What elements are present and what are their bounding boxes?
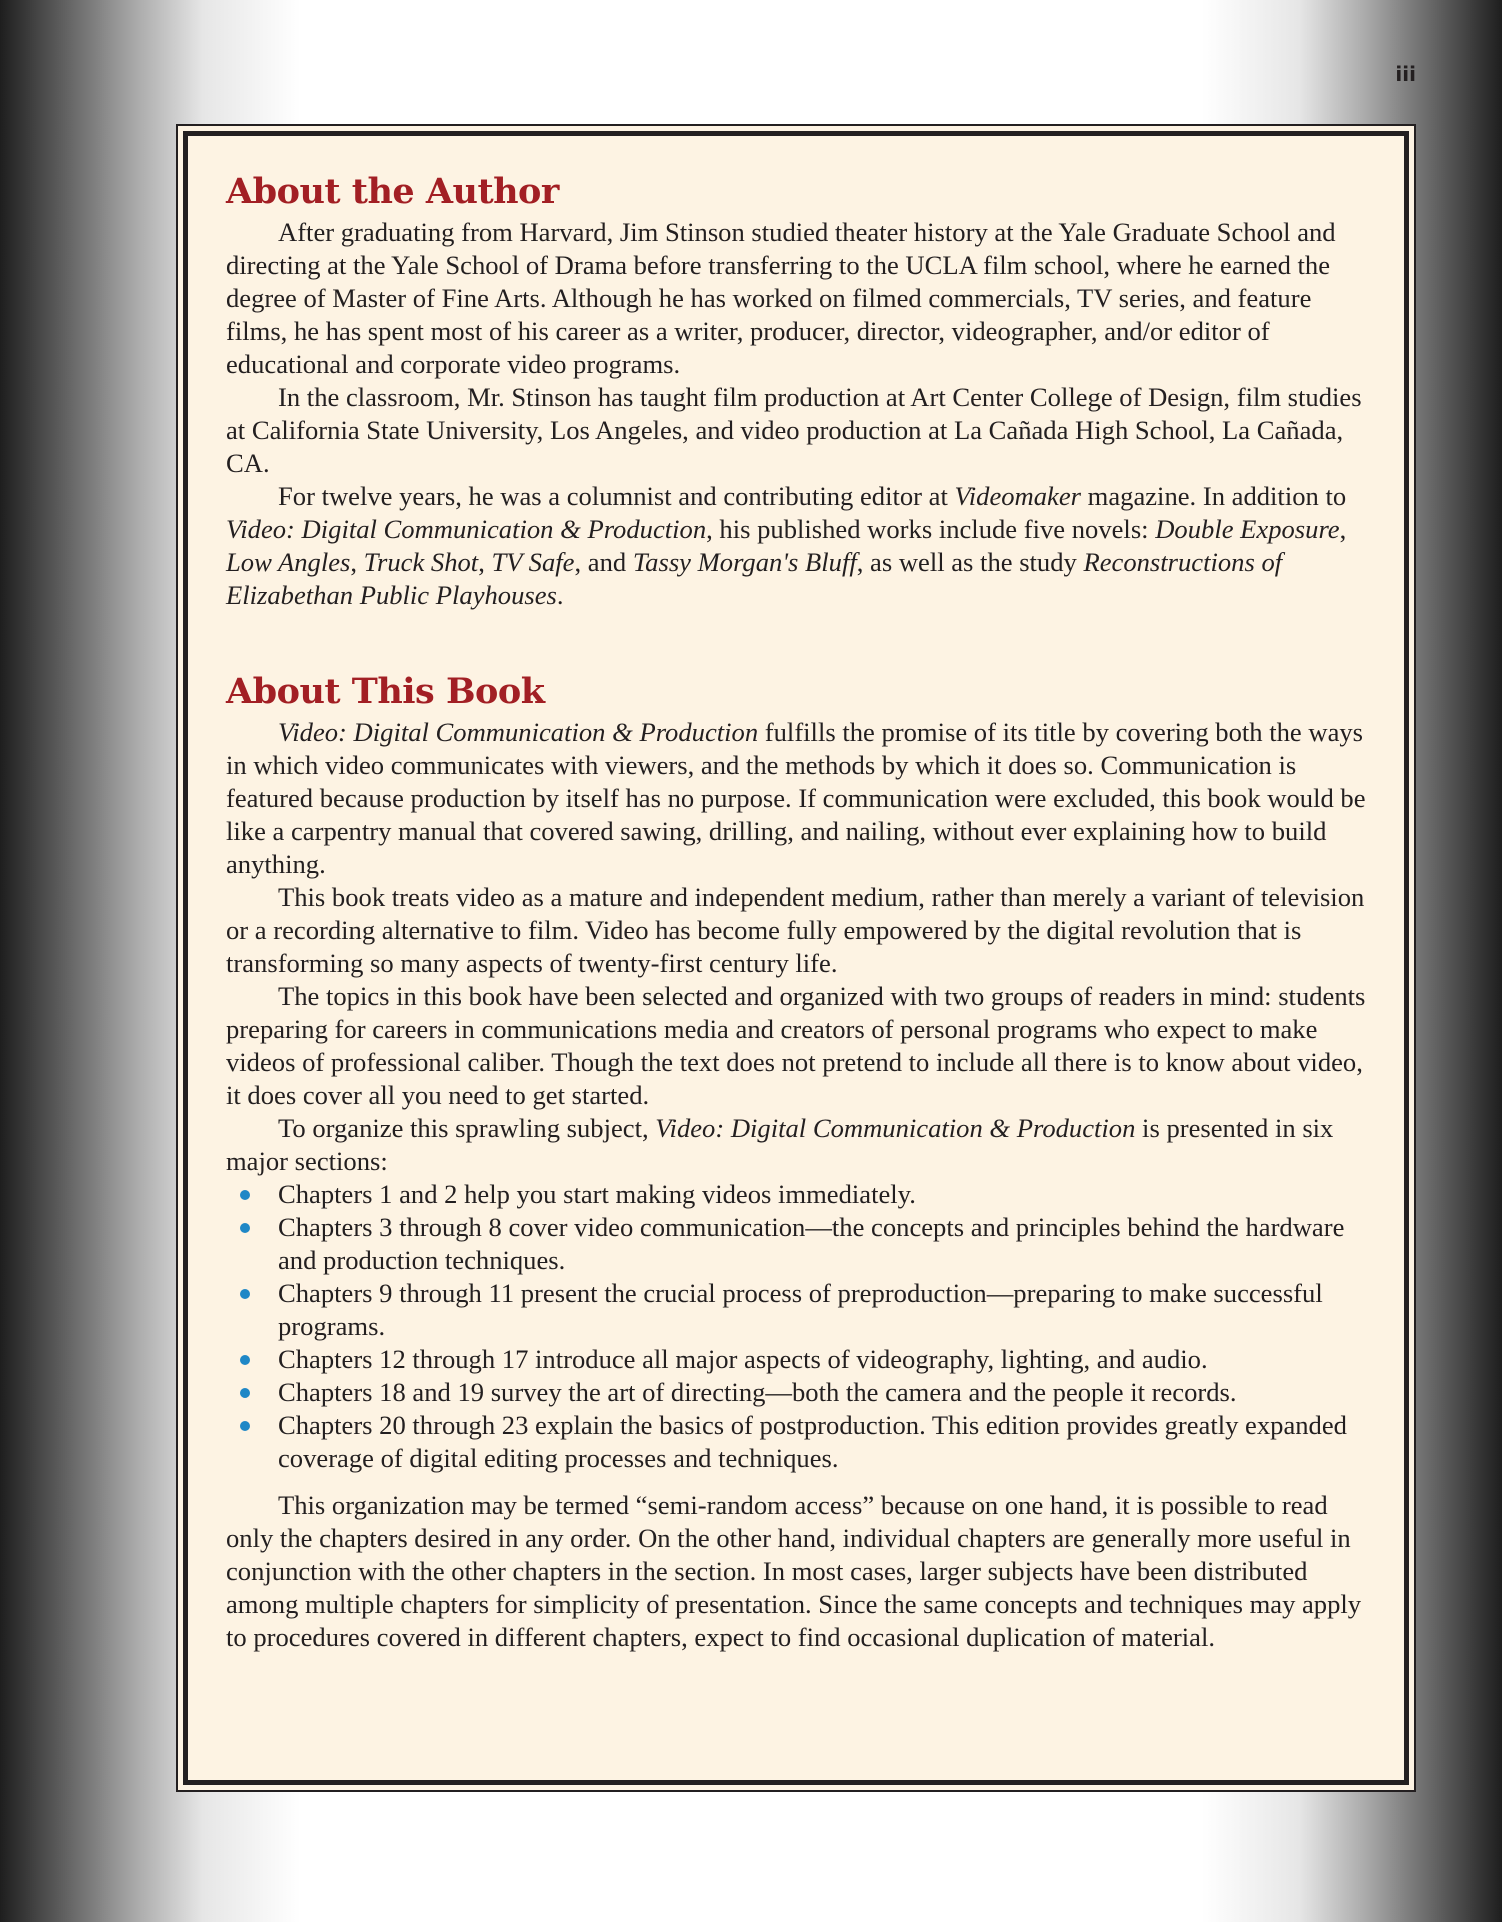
text-span: fulfills the promise of its title by covering both the ways in which video communicates with viewers, and the methods by which it does so. Communication is featured because production by itself has no purpose. If communication were excluded, this book would be like a carpentry manual that covered sawing, drilling, and nailing, without ever explaining how to build anything. bbox=[226, 717, 1366, 879]
about-author-heading: About the Author bbox=[226, 171, 559, 212]
bullet-dot-icon bbox=[240, 1190, 250, 1200]
text-span: , bbox=[478, 547, 492, 577]
list-item-text: Chapters 20 through 23 explain the basics of postproduction. This edition provides greatly expanded coverage of digital editing processes and techniques. bbox=[278, 1410, 1347, 1473]
novel-title: Low Angles bbox=[226, 547, 351, 577]
list-item bbox=[226, 1178, 1366, 1211]
novel-title: Double Exposure bbox=[1155, 514, 1340, 544]
bullet-dot-icon bbox=[240, 1421, 250, 1431]
novel-title: TV Safe bbox=[491, 547, 575, 577]
novel-title: Tassy Morgan's Bluff bbox=[632, 547, 857, 577]
about-book-paragraph-3: The topics in this book have been selected and organized with two groups of readers in mind: students preparing for careers in communications media and creators of personal programs who expect to make videos of professional caliber. Though the text does not pretend to include all there is to know about video, it does cover all you need to get started. bbox=[226, 981, 1366, 1110]
bullet-dot-icon bbox=[240, 1289, 250, 1299]
text-span: , as well as the study bbox=[856, 547, 1084, 577]
about-author-paragraph-2: In the classroom, Mr. Stinson has taught film production at Art Center College of Design, film studies at California State University, Los Angeles, and video production at La Cañada High School, La Cañada, CA. bbox=[226, 382, 1362, 478]
text-span: , and bbox=[574, 547, 633, 577]
about-author-paragraph-3 bbox=[226, 480, 1366, 612]
about-book-paragraph-2: This book treats video as a mature and independent medium, rather than merely a variant of television or a recording alternative to film. Video has become fully empowered by the digital revolution that is transforming so many aspects of twenty-first century life. bbox=[226, 882, 1365, 978]
text-span: magazine. In addition to bbox=[1081, 481, 1347, 511]
about-book-section bbox=[226, 668, 1366, 1654]
list-item bbox=[226, 1277, 1366, 1343]
about-book-heading: About This Book bbox=[226, 671, 545, 712]
text-span: For twelve years, he was a columnist and contributing editor at bbox=[278, 481, 955, 511]
list-item bbox=[226, 1376, 1366, 1409]
bullet-dot-icon bbox=[240, 1223, 250, 1233]
text-span: , bbox=[350, 547, 364, 577]
list-item-text: Chapters 18 and 19 survey the art of directing—both the camera and the people it records. bbox=[278, 1377, 1237, 1407]
bullet-dot-icon bbox=[240, 1388, 250, 1398]
page-content bbox=[226, 168, 1366, 1654]
list-item bbox=[226, 1343, 1366, 1376]
book-title: Video: Digital Communication & Production bbox=[226, 514, 707, 544]
page-number: iii bbox=[1395, 62, 1416, 86]
list-item-text: Chapters 3 through 8 cover video communication—the concepts and principles behind the hardware and production techniques. bbox=[278, 1212, 1345, 1275]
sections-list bbox=[226, 1178, 1366, 1475]
list-item-text: Chapters 12 through 17 introduce all major aspects of videography, lighting, and audio. bbox=[278, 1344, 1208, 1374]
text-span: . bbox=[556, 580, 564, 610]
bullet-dot-icon bbox=[240, 1355, 250, 1365]
list-item-text: Chapters 9 through 11 present the crucial process of preproduction—preparing to make successful programs. bbox=[278, 1278, 1323, 1341]
book-title: Video: Digital Communication & Production bbox=[655, 1113, 1136, 1143]
list-item bbox=[226, 1409, 1366, 1475]
list-item-text: Chapters 1 and 2 help you start making videos immediately. bbox=[278, 1179, 916, 1209]
book-title: Video: Digital Communication & Production bbox=[278, 717, 759, 747]
text-span: To organize this sprawling subject, bbox=[278, 1113, 656, 1143]
study-title: Reconstructions of Elizabethan Public Playhouses bbox=[226, 547, 1283, 610]
about-book-paragraph-1 bbox=[226, 716, 1366, 881]
about-author-paragraph-1: After graduating from Harvard, Jim Stinson studied theater history at the Yale Graduate School and directing at the Yale School of Drama before transferring to the UCLA film school, where he earned the degree of Master of Fine Arts. Although he has worked on filmed commercials, TV series, and feature films, he has spent most of his career as a writer, producer, director, videographer, and/or editor of educational and corporate video programs. bbox=[226, 217, 1336, 379]
magazine-title: Videomaker bbox=[954, 481, 1082, 511]
novel-title: Truck Shot bbox=[363, 547, 479, 577]
about-book-paragraph-4 bbox=[226, 1112, 1366, 1178]
text-span: is presented in six major sections: bbox=[226, 1113, 1334, 1176]
about-book-paragraph-5: This organization may be termed “semi-random access” because on one hand, it is possible to read only the chapters desired in any order. On the other hand, individual chapters are generally more useful in conjunction with the other chapters in the section. In most cases, larger subjects have been distributed among multiple chapters for simplicity of presentation. Since the same concepts and techniques may apply to procedures covered in different chapters, expect to find occasional duplication of material. bbox=[226, 1490, 1362, 1652]
about-author-section bbox=[226, 168, 1366, 612]
list-item bbox=[226, 1211, 1366, 1277]
text-span: , his published works include five novels: bbox=[706, 514, 1156, 544]
text-span: , bbox=[1339, 514, 1347, 544]
